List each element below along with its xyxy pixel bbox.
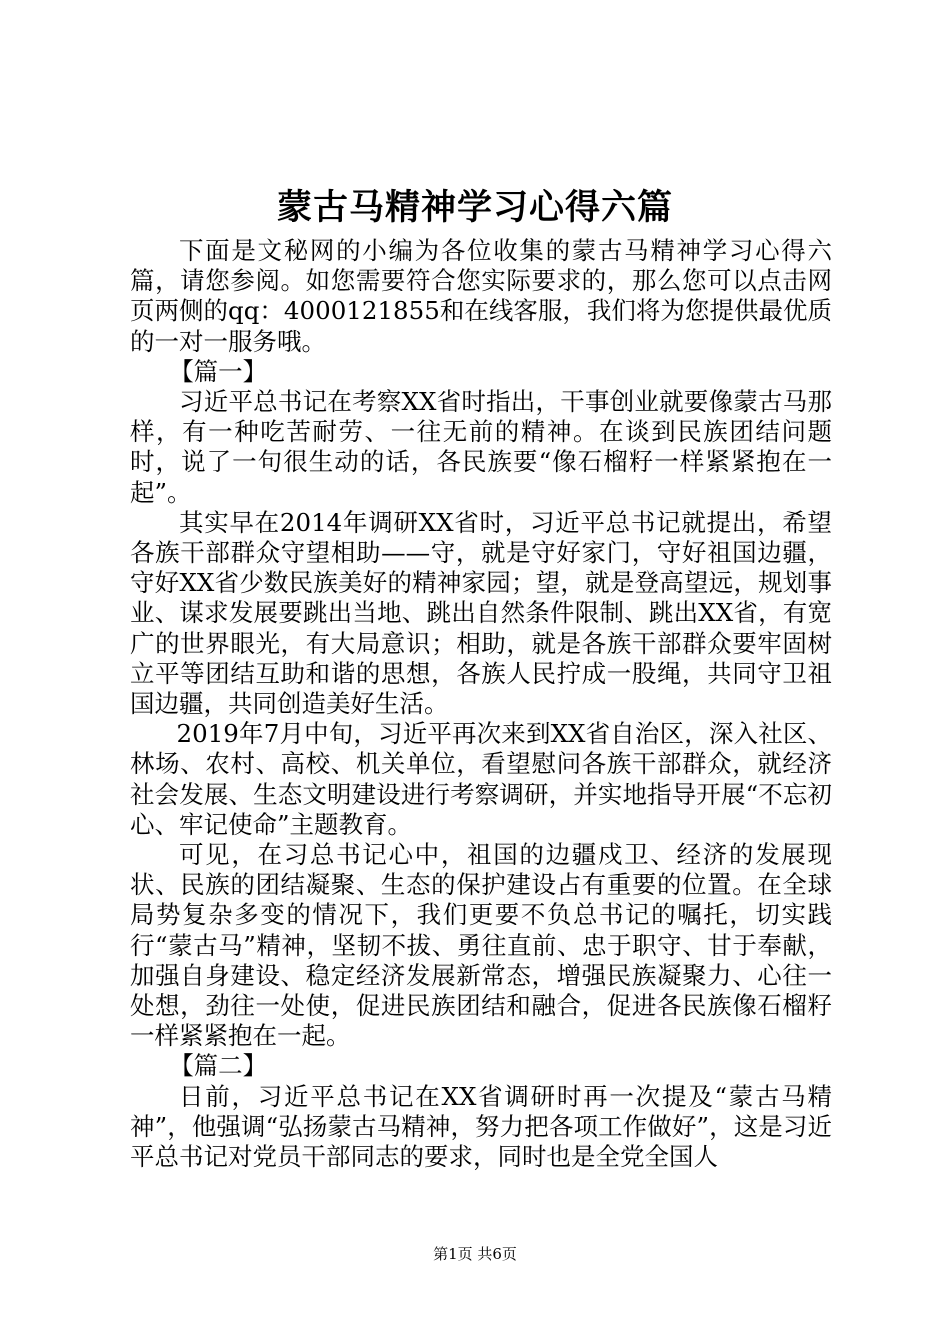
section-heading-1: 【篇一】 <box>169 356 268 386</box>
paragraph: 可见，在习总书记心中，祖国的边疆戍卫、经济的发展现状、民族的团结凝聚、生态的保护建设占有重要的位置。在全球局势复杂多变的情况下，我们更要不负总书记的嘱托，切实践行“蒙古马”精神，坚韧不拔、勇往直前、忠于职守、甘于奉献，加强自身建设、稳定经济发展新常态，增强民族凝聚力、心往一处想，劲往一处使，促进民族团结和融合，促进各民族像石榴籽一样紧紧抱在一起。 <box>130 840 832 1051</box>
section-heading-2: 【篇二】 <box>169 1051 268 1081</box>
paragraph-intro: 下面是文秘网的小编为各位收集的蒙古马精神学习心得六篇，请您参阅。如您需要符合您实际要求的，那么您可以点击网页两侧的qq：4000121855和在线客服，我们将为您提供最优质的一对一服务哦。 <box>130 236 832 356</box>
paragraph: 习近平总书记在考察XX省时指出，干事创业就要像蒙古马那样，有一种吃苦耐劳、一往无前的精神。在谈到民族团结问题时，说了一句很生动的话，各民族要“像石榴籽一样紧紧抱在一起”。 <box>130 387 832 507</box>
document-title: 蒙古马精神学习心得六篇 <box>276 187 673 228</box>
document-body <box>130 236 832 1172</box>
paragraph: 2019年7月中旬，习近平再次来到XX省自治区，深入社区、林场、农村、高校、机关单位，看望慰问各族干部群众，就经济社会发展、生态文明建设进行考察调研，并实地指导开展“不忘初心、牢记使命”主题教育。 <box>130 719 832 839</box>
paragraph: 其实早在2014年调研XX省时，习近平总书记就提出，希望各族干部群众守望相助——守，就是守好家门，守好祖国边疆，守好XX省少数民族美好的精神家园；望，就是登高望远，规划事业、谋求发展要跳出当地、跳出自然条件限制、跳出XX省，有宽广的世界眼光，有大局意识；相助，就是各族干部群众要牢固树立平等团结互助和谐的思想，各族人民拧成一股绳，共同守卫祖国边疆，共同创造美好生活。 <box>130 507 832 719</box>
page-footer: 第1页 共6页 <box>433 1245 517 1263</box>
paragraph: 日前，习近平总书记在XX省调研时再一次提及“蒙古马精神”，他强调“弘扬蒙古马精神，努力把各项工作做好”，这是习近平总书记对党员干部同志的要求，同时也是全党全国人 <box>130 1081 832 1172</box>
